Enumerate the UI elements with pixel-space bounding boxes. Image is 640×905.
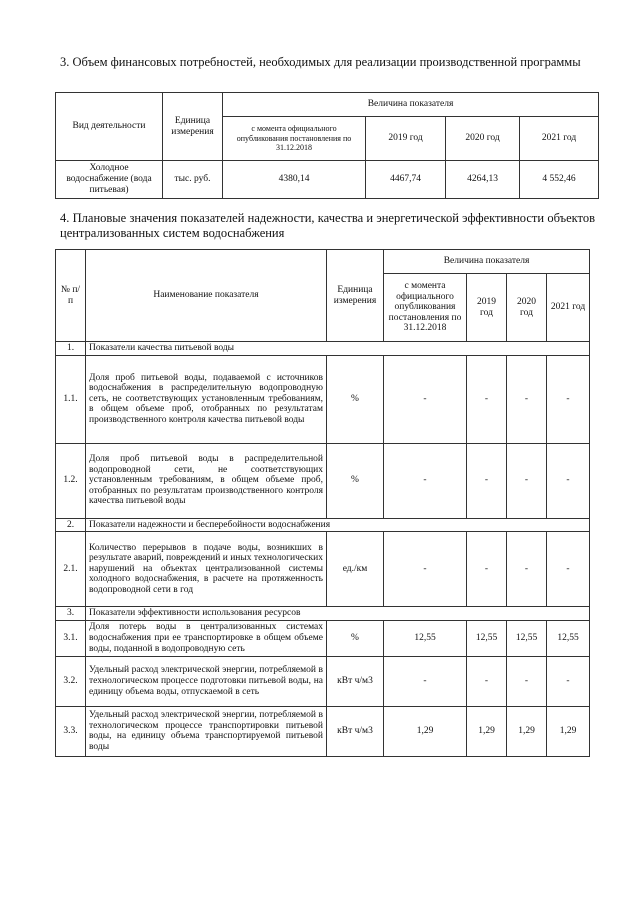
cell-no: 3.3. bbox=[56, 706, 86, 756]
cell-2019: 12,55 bbox=[467, 620, 507, 656]
header-2019: 2019 год bbox=[366, 117, 446, 161]
header-2019: 2019 год bbox=[467, 274, 507, 342]
header-2021: 2021 год bbox=[547, 274, 590, 342]
section-row bbox=[56, 518, 590, 532]
cell-2021: - bbox=[547, 532, 590, 607]
cell-2021: 4 552,46 bbox=[520, 161, 599, 199]
header-no: № п/п bbox=[56, 250, 86, 342]
cell-unit: % bbox=[327, 620, 384, 656]
table-row bbox=[56, 355, 590, 443]
table-row bbox=[56, 443, 590, 518]
header-2020: 2020 год bbox=[507, 274, 547, 342]
section3-title: 3. Объем финансовых потребностей, необходимых для реализации производственной программы bbox=[60, 55, 581, 69]
cell-since: - bbox=[384, 355, 467, 443]
cell-since: 12,55 bbox=[384, 620, 467, 656]
cell-2020: - bbox=[507, 355, 547, 443]
header-unit: Единица измерения bbox=[327, 250, 384, 342]
cell-since: - bbox=[384, 532, 467, 607]
cell-name: Удельный расход электрической энергии, потребляемой в технологическом процессе подготовки питьевой воды, на единицу объема воды, отпускаемой в сеть bbox=[86, 656, 327, 706]
cell-2019: - bbox=[467, 532, 507, 607]
section-row bbox=[56, 607, 590, 621]
cell-2019: 4467,74 bbox=[366, 161, 446, 199]
cell-since: - bbox=[384, 443, 467, 518]
cell-name: Доля потерь воды в централизованных системах водоснабжения при ее транспортировке в общем объеме воды, поданной в водопроводную сеть bbox=[86, 620, 327, 656]
cell-activity: Холодное водоснабжение (вода питьевая) bbox=[56, 161, 163, 199]
cell-name: Доля проб питьевой воды, подаваемой с источников водоснабжения в распределительную водопроводную сеть, не соответствующих установленным требованиям, в общем объеме проб, отобранных по результатам производственного контроля качества питьевой воды bbox=[86, 355, 327, 443]
cell-2020: 12,55 bbox=[507, 620, 547, 656]
indicators-table bbox=[55, 249, 590, 757]
cell-2020: - bbox=[507, 532, 547, 607]
cell-unit: ед./км bbox=[327, 532, 384, 607]
financial-needs-table bbox=[55, 92, 599, 199]
cell-2019: - bbox=[467, 443, 507, 518]
cell-since: 4380,14 bbox=[223, 161, 366, 199]
cell-no: 2. bbox=[56, 518, 86, 532]
cell-no: 3.2. bbox=[56, 656, 86, 706]
cell-unit: % bbox=[327, 355, 384, 443]
cell-name: Доля проб питьевой воды в распределительной водопроводной сети, не соответствующих установленным требованиям, в общем объеме проб, отобранных по результатам производственного контроля качества питьевой воды bbox=[86, 443, 327, 518]
header-name: Наименование показателя bbox=[86, 250, 327, 342]
header-value-group: Величина показателя bbox=[223, 93, 599, 117]
cell-2020: - bbox=[507, 656, 547, 706]
table-row bbox=[56, 620, 590, 656]
section4-title: 4. Плановые значения показателей надежности, качества и энергетической эффективности объектов централизованных систем водоснабжения bbox=[60, 211, 595, 240]
header-activity: Вид деятельности bbox=[56, 93, 163, 161]
cell-name: Удельный расход электрической энергии, потребляемой в технологическом процессе транспортировки питьевой воды, на единицу объема транспортируемой питьевой воды bbox=[86, 706, 327, 756]
cell-name: Количество перерывов в подаче воды, возникших в результате аварий, повреждений и иных технологических нарушений на объектах централизованной системы холодного водоснабжения, в расчете на протяженность водопроводной сети в год bbox=[86, 532, 327, 607]
cell-no: 3. bbox=[56, 607, 86, 621]
header-unit: Единица измерения bbox=[163, 93, 223, 161]
cell-no: 2.1. bbox=[56, 532, 86, 607]
cell-no: 1. bbox=[56, 342, 86, 356]
cell-2020: 4264,13 bbox=[446, 161, 520, 199]
cell-section-name: Показатели качества питьевой воды bbox=[86, 342, 590, 356]
cell-since: - bbox=[384, 656, 467, 706]
header-since: с момента официального опубликования постановления по 31.12.2018 bbox=[223, 117, 366, 161]
cell-unit: кВт ч/м3 bbox=[327, 656, 384, 706]
cell-section-name: Показатели надежности и бесперебойности водоснабжения bbox=[86, 518, 590, 532]
cell-2020: - bbox=[507, 443, 547, 518]
cell-unit: кВт ч/м3 bbox=[327, 706, 384, 756]
cell-section-name: Показатели эффективности использования ресурсов bbox=[86, 607, 590, 621]
table-row bbox=[56, 706, 590, 756]
cell-unit: % bbox=[327, 443, 384, 518]
cell-no: 1.1. bbox=[56, 355, 86, 443]
table-row bbox=[56, 656, 590, 706]
table-row bbox=[56, 532, 590, 607]
header-since: с момента официального опубликования постановления по 31.12.2018 bbox=[384, 274, 467, 342]
cell-2021: 12,55 bbox=[547, 620, 590, 656]
cell-2021: - bbox=[547, 355, 590, 443]
table-row bbox=[56, 161, 599, 199]
header-2020: 2020 год bbox=[446, 117, 520, 161]
cell-2019: - bbox=[467, 355, 507, 443]
section-row bbox=[56, 342, 590, 356]
cell-no: 1.2. bbox=[56, 443, 86, 518]
cell-2021: - bbox=[547, 656, 590, 706]
cell-2021: 1,29 bbox=[547, 706, 590, 756]
header-2021: 2021 год bbox=[520, 117, 599, 161]
cell-unit: тыс. руб. bbox=[163, 161, 223, 199]
cell-2021: - bbox=[547, 443, 590, 518]
cell-no: 3.1. bbox=[56, 620, 86, 656]
cell-2019: 1,29 bbox=[467, 706, 507, 756]
cell-2020: 1,29 bbox=[507, 706, 547, 756]
header-value-group: Величина показателя bbox=[384, 250, 590, 274]
cell-since: 1,29 bbox=[384, 706, 467, 756]
cell-2019: - bbox=[467, 656, 507, 706]
